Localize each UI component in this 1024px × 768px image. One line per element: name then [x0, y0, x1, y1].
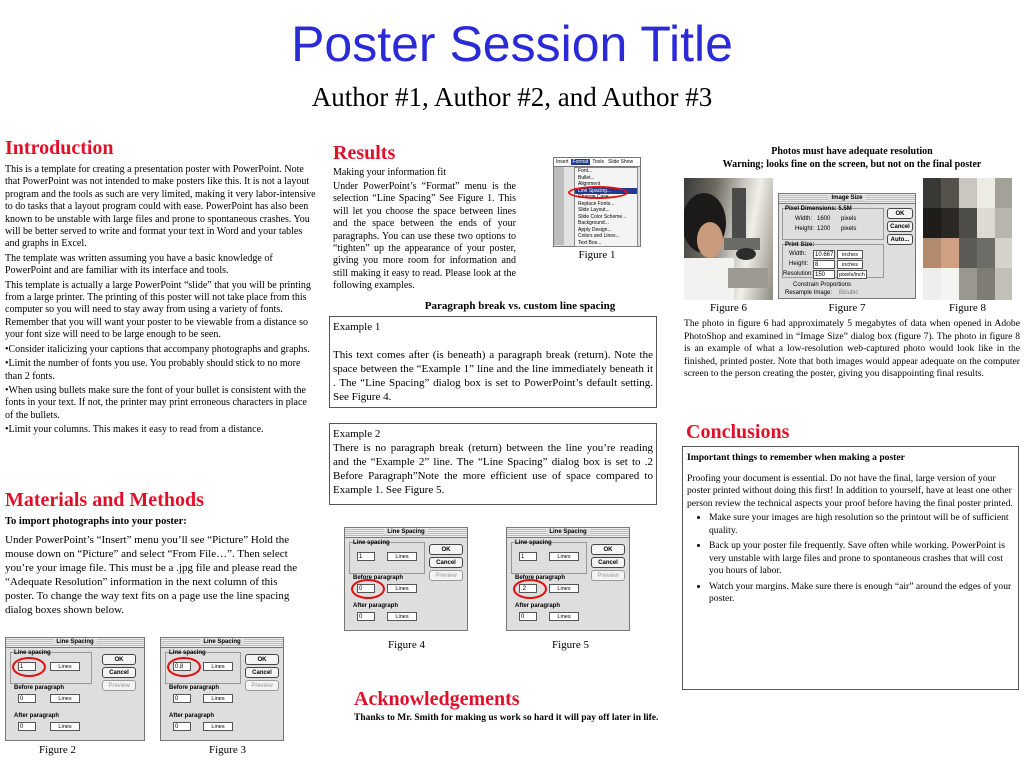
line-spacing-label: Line spacing: [169, 650, 206, 656]
methods-subheading: To import photographs into your poster:: [5, 516, 187, 527]
example-2-box: [329, 423, 657, 505]
resolution-unit-select[interactable]: pixels/inch: [837, 270, 867, 279]
ok-button[interactable]: OK: [887, 208, 913, 219]
line-spacing-unit-select[interactable]: Lines: [50, 662, 80, 671]
cancel-button[interactable]: Cancel: [102, 667, 136, 678]
before-paragraph-field[interactable]: 0: [357, 584, 375, 593]
conclusions-list: [687, 512, 1014, 606]
microscope-photo-art: [684, 178, 773, 300]
dialog-title-bar: [779, 194, 915, 204]
menu-item-line-spacing[interactable]: Line Spacing...: [575, 188, 637, 195]
intro-paragraph: This template is actually a large PowerPoint “slide” that you will be printing from a large printer. The printing of this poster will not take place from this computer so you will need to stay away from using a variety of fonts. Remember that you will want your poster to be viewable from a distance so your font size will need to be large enough to be seen.: [5, 279, 311, 341]
print-height-field[interactable]: 8: [813, 260, 835, 269]
print-height-label: Height:: [789, 261, 809, 267]
cancel-button[interactable]: Cancel: [887, 221, 913, 232]
dialog-title-bar: [6, 638, 144, 648]
ok-button[interactable]: OK: [245, 654, 279, 665]
cancel-button[interactable]: Cancel: [429, 557, 463, 568]
after-paragraph-unit-select[interactable]: Lines: [549, 612, 579, 621]
ack-body: Thanks to Mr. Smith for making us work so hard it will pay off later in life.: [354, 713, 659, 723]
after-paragraph-label: After paragraph: [169, 713, 215, 719]
example-caption: Paragraph break vs. custom line spacing: [424, 300, 616, 312]
results-body: Under PowerPoint’s “Format” menu is the selection “Line Spacing” See Figure 1. This will let you choose the space between lines and the space between the ends of your paragraphs. You can use these two options to “tighten” up the appearance of your poster, giving you more room for information and still making it easy to read. Please look at the following examples.: [333, 181, 516, 292]
list-item: • Back up your poster file frequently. Save often while working. PowerPoint is very unstable with large files and prone to spontaneous crashes that will cost you hours of labor.: [709, 540, 1014, 578]
example-1-title: Example 1: [333, 321, 381, 333]
pixel-dimensions-group: [782, 208, 884, 240]
after-paragraph-unit-select[interactable]: Lines: [387, 612, 417, 621]
menu-item[interactable]: Font...: [578, 168, 593, 174]
example-1-box: [329, 316, 657, 408]
ok-button[interactable]: OK: [591, 544, 625, 555]
dialog-title-bar: [161, 638, 283, 648]
line-spacing-field[interactable]: 1: [357, 552, 375, 561]
menu-item[interactable]: Apply Design...: [578, 226, 612, 233]
auto-button[interactable]: Auto...: [887, 234, 913, 245]
before-paragraph-label: Before paragraph: [353, 575, 404, 581]
line-spacing-label: Line spacing: [353, 540, 390, 546]
format-menu-screenshot: [553, 157, 641, 247]
intro-paragraph: •When using bullets make sure the font of your bullet is consistent with the fonts in your text. If not, the printer may print erroneous characters in place of the bullets.: [5, 384, 307, 421]
resolution-label: Resolution:: [783, 271, 814, 277]
highlight-circle: [568, 186, 628, 199]
pixelated-photo-art: [923, 178, 1012, 300]
figure-5-caption: Figure 5: [552, 639, 589, 651]
preview-button[interactable]: Preview: [102, 680, 136, 691]
microscope-photo-low-res: [923, 178, 1012, 300]
conclusions-body: Proofing your document is essential. Do not have the final, large version of your poster printed without doing this first! In addition to yourself, have at least one other person review the technical aspects your proof before having the final poster printed.: [687, 472, 1013, 509]
after-paragraph-label: After paragraph: [353, 603, 399, 609]
menu-format[interactable]: Format: [572, 159, 589, 165]
menu-insert[interactable]: Insert: [556, 159, 569, 165]
photos-warning: Warning; looks fine on the screen, but not on the final poster: [722, 159, 982, 170]
line-spacing-unit-select[interactable]: Lines: [387, 552, 417, 561]
ack-heading: Acknowledgements: [354, 688, 520, 710]
menu-item[interactable]: Alignment: [578, 181, 601, 187]
after-paragraph-unit-select[interactable]: Lines: [203, 722, 233, 731]
resolution-field[interactable]: 150: [813, 270, 835, 279]
poster-authors: Author #1, Author #2, and Author #3: [311, 82, 713, 112]
photos-body: The photo in figure 6 had approximately 5 megabytes of data when opened in Adobe PhotoShop and examined in “Image Size” dialog box (figure 7). The photo in figure 8 is an example of what a low-resolution web-captured photo would look like in the finished, printed poster. Note that both images would appear adequate on the computer screen to the person creating the poster, giving you disappointing final results.: [684, 318, 1020, 380]
before-paragraph-field[interactable]: 0: [18, 694, 36, 703]
before-paragraph-unit-select[interactable]: Lines: [549, 584, 579, 593]
pixel-dimensions-label: Pixel Dimensions: 5.5M: [785, 206, 852, 212]
menu-item[interactable]: Colors and Lines...: [578, 233, 620, 239]
example-1-body: This text comes after (is beneath) a paragraph break (return). Note the space between the “Example 1” line and the line immediately beneath it . The “Line Spacing” dialog box is set to PowerPoint’s default setting. See Figure 4.: [333, 349, 653, 403]
figure-7-caption: Figure 7: [828, 302, 866, 314]
menu-side-strip: [554, 167, 564, 245]
highlight-circle: [167, 657, 201, 677]
figure-2-caption: Figure 2: [39, 744, 76, 756]
print-height-unit-select[interactable]: inches: [837, 260, 863, 269]
before-paragraph-field[interactable]: .2: [519, 584, 537, 593]
results-heading: Results: [333, 142, 396, 164]
print-size-label: Print Size:: [785, 242, 815, 248]
intro-paragraph: This is a template for creating a presentation poster with PowerPoint. Note that PowerPoint was not intended to make posters like this. It is not a layout program and the tools as such are very limited, making it very labor-intensive to do tasks that a layout program could with ease. PowerPoint has also been known to be unstable with large files and prone to spontaneous crashes. You will be better served to write and format your text in Word and your tables and graphs in Excel.: [5, 164, 316, 250]
list-item: • Watch your margins. Make sure there is enough “air” around the edges of your poster.: [709, 581, 1014, 606]
menu-item[interactable]: Slide Color Scheme...: [578, 213, 627, 220]
figure-3-caption: Figure 3: [209, 744, 246, 756]
image-size-dialog: [778, 193, 916, 299]
after-paragraph-field[interactable]: 0: [357, 612, 375, 621]
intro-heading: Introduction: [5, 137, 114, 159]
menu-item[interactable]: Text Box...: [578, 239, 602, 246]
ok-button[interactable]: OK: [102, 654, 136, 665]
results-intro: Making your information fit: [333, 167, 447, 178]
before-paragraph-field[interactable]: 0: [173, 694, 191, 703]
line-spacing-dialog-fig5: [506, 527, 630, 631]
highlight-circle: [351, 579, 385, 599]
menu-slide-show[interactable]: Slide Show: [608, 159, 634, 165]
line-spacing-label: Line spacing: [515, 540, 552, 546]
conclusions-heading: Conclusions: [686, 421, 790, 443]
microscope-photo-high-res: [684, 178, 773, 300]
menu-item[interactable]: Replace Fonts...: [578, 200, 615, 207]
menu-item[interactable]: Change Case...: [578, 194, 613, 200]
conclusions-box: [682, 446, 1019, 690]
height-unit: pixels: [841, 226, 857, 232]
ok-button[interactable]: OK: [429, 544, 463, 555]
height-value: 1200: [817, 226, 831, 232]
line-spacing-field[interactable]: 1: [18, 662, 36, 671]
line-spacing-dialog-fig3: [160, 637, 284, 741]
dialog-title-bar: [507, 528, 629, 538]
cancel-button[interactable]: Cancel: [591, 557, 625, 568]
list-item: • Make sure your images are high resolution so the printout will be of sufficient quality.: [709, 512, 1014, 537]
line-spacing-unit-select[interactable]: Lines: [549, 552, 579, 561]
dialog-title: Line Spacing: [546, 529, 589, 535]
intro-body: [5, 164, 316, 439]
resample-select[interactable]: Bicubic: [839, 290, 859, 296]
line-spacing-dialog-fig2: [5, 637, 145, 741]
example-2-title: Example 2: [333, 428, 381, 440]
format-dropdown: [574, 167, 638, 247]
menu-item[interactable]: Background...: [578, 220, 609, 226]
height-label: Height:: [795, 226, 815, 232]
dialog-title: Line Spacing: [200, 639, 243, 645]
intro-paragraph: •Limit your columns. This makes it easy to read from a distance.: [5, 424, 264, 436]
line-spacing-field[interactable]: 0.8: [173, 662, 191, 671]
after-paragraph-field[interactable]: 0: [18, 722, 36, 731]
menu-tools[interactable]: Tools: [592, 159, 605, 165]
figure-8-caption: Figure 8: [949, 302, 986, 314]
resample-label: Resample Image:: [785, 290, 833, 296]
after-paragraph-field[interactable]: 0: [519, 612, 537, 621]
dialog-title: Line Spacing: [53, 639, 96, 645]
intro-paragraph: The template was written assuming you have a basic knowledge of PowerPoint and are familiar with its interface and tools.: [5, 252, 273, 277]
width-unit: pixels: [841, 216, 857, 222]
methods-heading: Materials and Methods: [5, 489, 204, 511]
before-paragraph-label: Before paragraph: [169, 685, 220, 691]
print-width-unit-select[interactable]: inches: [837, 250, 863, 259]
after-paragraph-label: After paragraph: [515, 603, 561, 609]
example-2-body: There is no paragraph break (return) between the line you’re reading and the “Example 2” line. The “Line Spacing” dialog box is set to .2 Before Paragraph”Note the more efficient use of space compared to Example 1. See Figure 5.: [333, 442, 653, 496]
print-width-field[interactable]: 10.667: [815, 252, 834, 258]
line-spacing-label: Line spacing: [14, 650, 51, 656]
before-paragraph-label: Before paragraph: [515, 575, 566, 581]
preview-button[interactable]: Preview: [591, 570, 625, 581]
intro-paragraph: •Limit the number of fonts you use. You probably should stick to no more than 2 fonts.: [5, 358, 301, 382]
figure-1-caption: Figure 1: [578, 249, 616, 261]
intro-paragraph: •Consider italicizing your captions that accompany photographs and graphs.: [5, 343, 310, 355]
poster-title: Poster Session Title: [291, 16, 733, 72]
photos-heading: Photos must have adequate resolution: [771, 146, 933, 157]
line-spacing-unit-select[interactable]: Lines: [203, 662, 233, 671]
highlight-circle: [12, 657, 46, 677]
dialog-title: Image Size: [828, 195, 865, 201]
preview-button[interactable]: Preview: [245, 680, 279, 691]
line-spacing-dialog-fig4: [344, 527, 468, 631]
before-paragraph-unit-select[interactable]: Lines: [50, 694, 80, 703]
before-paragraph-label: Before paragraph: [14, 685, 65, 691]
width-label: Width:: [795, 216, 813, 222]
menu-item[interactable]: Slide Layout...: [578, 207, 610, 213]
constrain-proportions-label: Constrain Proportions: [793, 282, 852, 288]
figure-6-caption: Figure 6: [710, 302, 747, 314]
figure-4-caption: Figure 4: [388, 639, 425, 651]
highlight-circle: [513, 579, 547, 599]
after-paragraph-unit-select[interactable]: Lines: [50, 722, 80, 731]
before-paragraph-unit-select[interactable]: Lines: [387, 584, 417, 593]
dialog-title: Line Spacing: [384, 529, 427, 535]
after-paragraph-label: After paragraph: [14, 713, 60, 719]
conclusions-subheading: Important things to remember when making a poster: [687, 452, 905, 463]
cancel-button[interactable]: Cancel: [245, 667, 279, 678]
line-spacing-field[interactable]: 1: [519, 552, 537, 561]
after-paragraph-field[interactable]: 0: [173, 722, 191, 731]
preview-button[interactable]: Preview: [429, 570, 463, 581]
methods-body: Under PowerPoint’s “Insert” menu you’ll see “Picture” Hold the mouse down on “Picture” and select “From File…”. Then select you’re your image file. This must be a .jpg file and please read the “Adequate Resolution” information in the next column of this poster. To change the way text fits on a page use the line spacing dialog boxes shown below.: [5, 534, 298, 616]
before-paragraph-unit-select[interactable]: Lines: [203, 694, 233, 703]
menu-bar: [554, 158, 640, 167]
menu-item[interactable]: Bullet...: [578, 174, 595, 181]
print-width-label: Width:: [789, 251, 807, 257]
width-value: 1600: [817, 216, 831, 222]
dialog-title-bar: [345, 528, 467, 538]
